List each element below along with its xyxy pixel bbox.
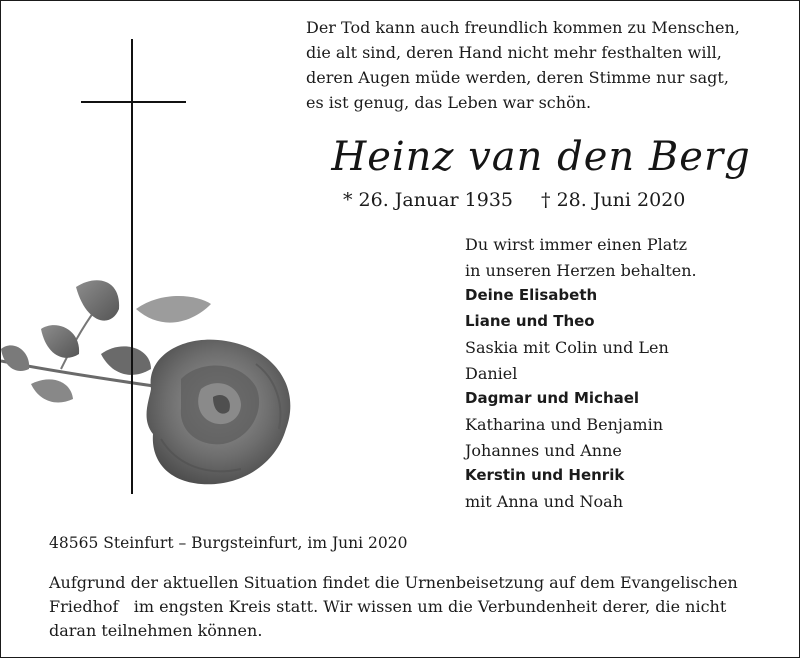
family-line: Kerstin und Henrik <box>465 466 625 485</box>
family-line: Deine Elisabeth <box>465 286 598 305</box>
notice-line: Friedhof im engsten Kreis statt. Wir wissen um die Verbundenheit derer, die nicht <box>49 597 727 616</box>
funeral-notice <box>49 571 769 643</box>
family-line: Johannes und Anne <box>465 440 622 460</box>
poem-line: die alt sind, deren Hand nicht mehr festhalten will, <box>306 43 722 62</box>
family-line: Liane und Theo <box>465 312 595 331</box>
family-line: Du wirst immer einen Platz <box>465 235 688 254</box>
poem-line: Der Tod kann auch freundlich kommen zu Menschen, <box>306 18 740 37</box>
family-line: Katharina und Benjamin <box>465 414 664 434</box>
death-date: † 28. Juni 2020 <box>541 189 686 211</box>
poem-line: es ist genug, das Leben war schön. <box>306 93 592 112</box>
family-line: in unseren Herzen behalten. <box>465 260 697 280</box>
cross-icon-bar <box>81 101 186 103</box>
notice-line: daran teilnehmen können. <box>49 621 263 640</box>
family-line: mit Anna und Noah <box>465 492 624 512</box>
poem-line: deren Augen müde werden, deren Stimme nur sagt, <box>306 68 729 87</box>
life-dates <box>343 187 763 213</box>
deceased-name: Heinz van den Berg <box>331 134 751 180</box>
family-line: Dagmar und Michael <box>465 389 640 408</box>
notice-line: Aufgrund der aktuellen Situation findet die Urnenbeisetzung auf dem Evangelischen <box>49 573 738 592</box>
family-list <box>465 232 785 515</box>
family-line: Saskia mit Colin und Len <box>465 337 669 357</box>
poem <box>306 15 786 115</box>
birth-date: * 26. Januar 1935 <box>343 189 514 211</box>
place-date: 48565 Steinfurt – Burgsteinfurt, im Juni 2020 <box>49 534 408 552</box>
family-line: Daniel <box>465 363 518 383</box>
rose-image <box>1 269 311 499</box>
cross-icon <box>131 39 133 494</box>
